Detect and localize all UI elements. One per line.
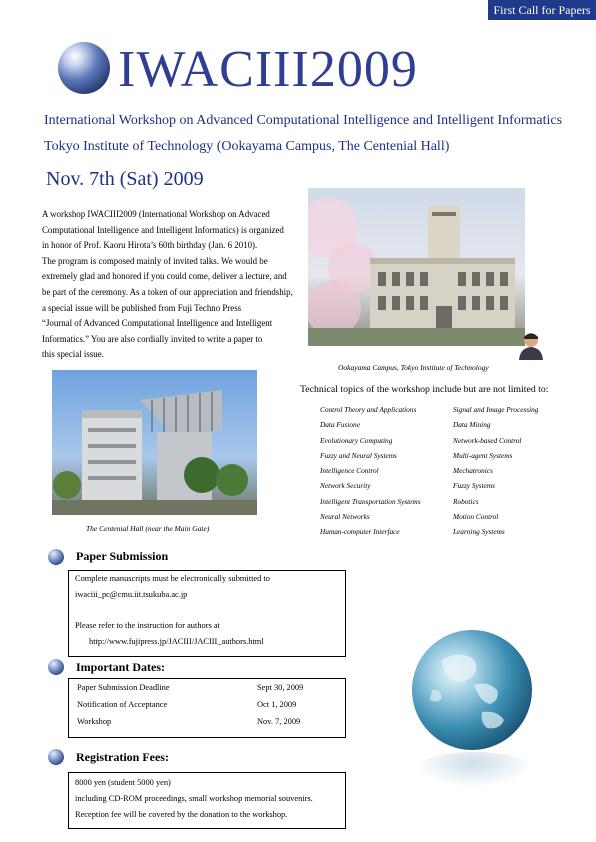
- workshop-subtitle: International Workshop on Advanced Computational Intelligence and Intelligent Informatics: [44, 113, 563, 128]
- date-label: Paper Submission Deadline: [77, 683, 170, 692]
- bullet-sphere-icon: [48, 549, 64, 565]
- date-label: Workshop: [77, 717, 112, 726]
- event-date: Nov. 7th (Sat) 2009: [46, 168, 204, 190]
- date-label: Notification of Acceptance: [77, 700, 168, 709]
- important-dates-box: [68, 678, 346, 738]
- intro-line: in honor of Prof. Kaoru Hirota’s 60th birthday (Jan. 6 2010).: [42, 240, 258, 251]
- topic-item: Network-based Control: [453, 435, 522, 445]
- topic-item: Data Fusione: [320, 420, 360, 430]
- fee-reception: Reception fee will be covered by the donation to the workshop.: [75, 810, 288, 819]
- topic-item: Multi-agent Systems: [453, 450, 513, 460]
- centenial-hall-photo: [52, 370, 257, 515]
- topic-item: Intelligent Transportation Systems: [320, 496, 421, 506]
- bullet-sphere-icon: [48, 659, 64, 675]
- intro-line: be part of the ceremony. As a token of our appreciation and friendship,: [42, 286, 293, 297]
- date-value: Nov. 7, 2009: [257, 717, 301, 726]
- date-value: Sept 30, 2009: [257, 683, 304, 692]
- topic-item: Control Theory and Applications: [320, 405, 417, 414]
- topic-item: Mechatronics: [453, 466, 493, 476]
- hall-caption: The Centenial Hall (near the Main Gate): [86, 524, 210, 533]
- intro-line: a special issue will be published from Fuji Techno Press: [42, 302, 242, 313]
- earth-globe-icon: [412, 630, 532, 750]
- registration-fees-heading: Registration Fees:: [76, 750, 169, 764]
- instructions-text: Please refer to the instruction for authors at: [75, 621, 220, 630]
- topics-heading: Technical topics of the workshop include but are not limited to:: [300, 384, 549, 395]
- instructions-url: http://www.fujipress.jp/JACIII/JACIII_authors.html: [89, 637, 264, 646]
- intro-line: Informatics.” You are also cordially invited to write a paper to: [42, 333, 263, 344]
- intro-line: this special issue.: [42, 349, 104, 360]
- campus-building-photo: [308, 188, 525, 346]
- bullet-sphere-icon: [48, 749, 64, 765]
- page-title: IWACIII2009: [118, 41, 418, 98]
- campus-caption: Ookayama Campus, Tokyo Institute of Technology: [338, 363, 489, 372]
- topic-item: Motion Control: [453, 512, 499, 522]
- topic-item: Fuzzy Systems: [453, 481, 495, 491]
- topic-item: Learning Systems: [453, 527, 505, 537]
- intro-line: Computational Intelligence and Intelligent Informatics) is organized: [42, 224, 284, 235]
- intro-line: “Journal of Advanced Computational Intelligence and Intelligent: [42, 318, 273, 329]
- topic-item: Intelligence Control: [320, 466, 379, 476]
- professor-portrait: [516, 330, 546, 360]
- registration-fees-box: [68, 772, 346, 829]
- intro-line: extremely glad and honored if you could come, deliver a lecture, and: [42, 271, 287, 282]
- fee-amount: 8000 yen (student 5000 yen): [75, 778, 171, 787]
- topic-item: Fuzzy and Neural Systems: [320, 450, 397, 460]
- globe-logo-icon: [58, 42, 110, 94]
- topic-item: Data Mining: [453, 420, 491, 430]
- call-for-papers-tag: First Call for Papers: [488, 0, 596, 20]
- topic-item: Human-computer Interface: [320, 527, 400, 537]
- intro-paragraph: [42, 207, 304, 363]
- submission-email: iwaciii_pc@cmu.iit.tsukuba.ac.jp: [75, 590, 188, 599]
- topic-item: Neural Networks: [320, 512, 370, 522]
- paper-submission-heading: Paper Submission: [76, 549, 169, 563]
- important-dates-heading: Important Dates:: [76, 660, 165, 674]
- globe-reflection: [414, 752, 534, 788]
- submission-text: Complete manuscripts must be electronically submitted to: [75, 574, 270, 583]
- intro-line: A workshop IWACIII2009 (International Workshop on Advaced: [42, 209, 270, 219]
- fee-includes: including CD-ROM proceedings, small workshop memorial souvenirs.: [75, 794, 313, 803]
- date-value: Oct 1, 2009: [257, 700, 297, 709]
- venue-line: Tokyo Institute of Technology (Ookayama Campus, The Centenial Hall): [44, 139, 450, 154]
- topic-item: Network Security: [320, 481, 371, 491]
- topic-item: Signal and Image Processing: [453, 405, 539, 414]
- paper-submission-box: [68, 570, 346, 657]
- topic-item: Robotics: [453, 496, 479, 506]
- intro-line: The program is composed mainly of invited talks. We would be: [42, 255, 268, 266]
- topic-item: Evolutionary Computing: [320, 435, 393, 445]
